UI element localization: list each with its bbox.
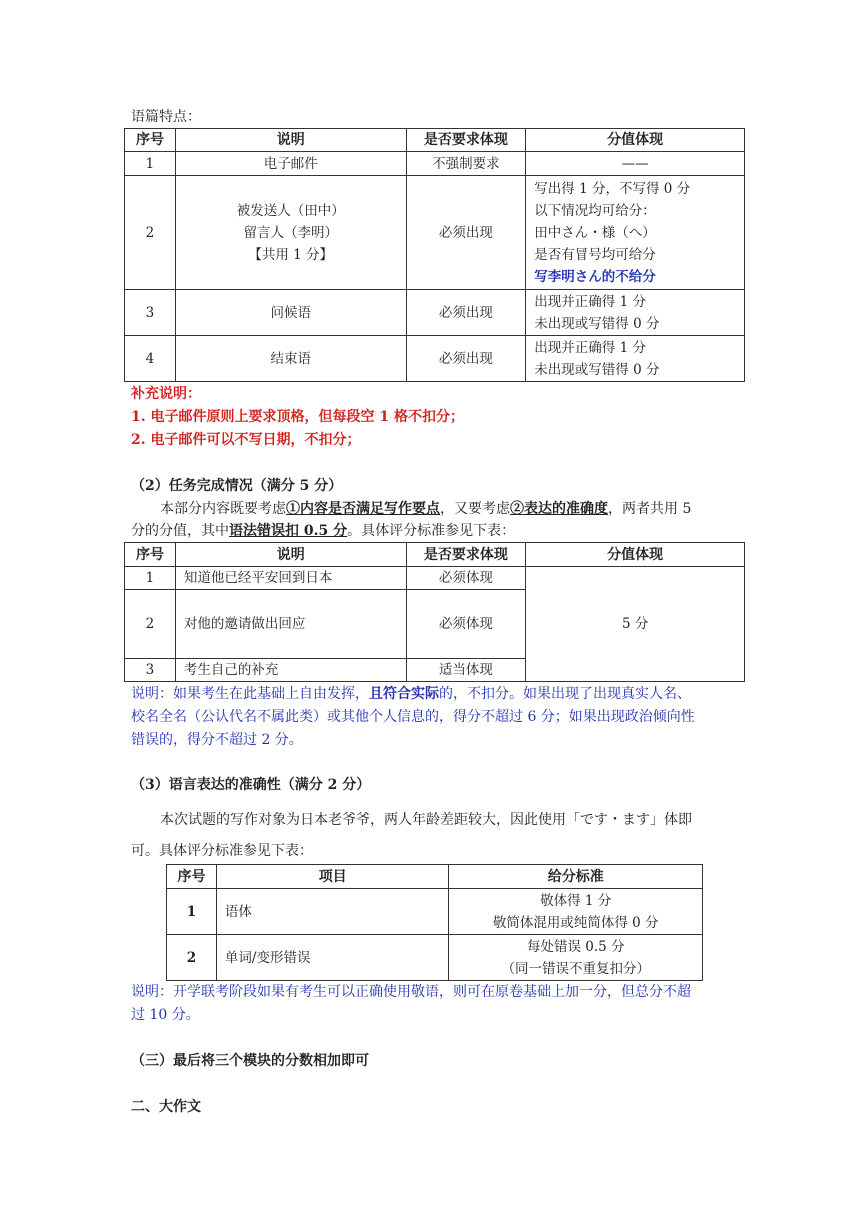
task-table <box>124 542 745 682</box>
language-note-line-1: 说明：开学联考阶段如果有考生可以正确使用敬语，则可在原卷基础上加一分，但总分不超 <box>131 984 691 1000</box>
table-row: 3 考生自己的补充 适当体现 <box>125 659 745 682</box>
table-row: 2 单词/变形错误 每处错误 0.5 分 （同一错误不重复扣分） <box>167 935 703 981</box>
section-heading-task: （2）任务完成情况（满分 5 分） <box>131 478 343 494</box>
task-note-line-2: 校名全名（公认代名不属此类）或其他个人信息的，得分不超过 6 分；如果出现政治倾向性 <box>131 709 695 725</box>
table-header: 是否要求体现 <box>406 543 526 567</box>
language-table <box>166 864 703 981</box>
table-header: 给分标准 <box>449 865 703 889</box>
language-note-line-2: 过 10 分。 <box>131 1007 200 1023</box>
table-header: 序号 <box>125 543 176 567</box>
task-note-line-3: 错误的，得分不超过 2 分。 <box>131 732 303 748</box>
section-heading-sum: （三）最后将三个模块的分数相加即可 <box>131 1053 369 1069</box>
language-paragraph-line-1: 本次试题的写作对象为日本老爷爷，两人年龄差距较大，因此使用「です・ます」体即 <box>160 812 692 828</box>
table-row: 2 被发送人（田中） 留言人（李明） 【共用 1 分】 必须出现 写出得 1 分，不写得 0 分 以下情况均可给分： 田中さん・様（へ） 是否有冒号均可给分 写李明さん的不给分 <box>125 176 745 290</box>
task-score: 5 分 <box>526 567 745 682</box>
table-row: 2 对他的邀请做出回应 必须体现 <box>125 590 745 659</box>
table-row: 1 电子邮件 不强制要求 —— <box>125 152 745 176</box>
supplement-note-1: 1. 电子邮件原则上要求顶格，但每段空 1 格不扣分； <box>131 409 464 425</box>
table-header: 说明 <box>175 129 406 152</box>
text-features-table <box>124 128 745 382</box>
section-heading-language: （3）语言表达的准确性（满分 2 分） <box>131 777 371 793</box>
task-paragraph-line-1: 本部分内容既要考虑①内容是否满足写作要点，又要考虑②表达的准确度，两者共用 5 <box>160 501 692 517</box>
table-header: 是否要求体现 <box>406 129 526 152</box>
table-header: 说明 <box>175 543 406 567</box>
supplement-title: 补充说明： <box>131 386 201 402</box>
language-paragraph-line-2: 可。具体评分标准参见下表： <box>131 843 313 859</box>
table-header: 序号 <box>167 865 217 889</box>
table-header: 项目 <box>216 865 449 889</box>
supplement-note-2: 2. 电子邮件可以不写日期，不扣分； <box>131 432 361 448</box>
table-header: 序号 <box>125 129 176 152</box>
task-note-line-1: 说明：如果考生在此基础上自由发挥，且符合实际的，不扣分。如果出现了出现真实人名、 <box>131 686 691 702</box>
table-row: 4 结束语 必须出现 出现并正确得 1 分 未出现或写错得 0 分 <box>125 336 745 382</box>
table-header: 分值体现 <box>526 543 745 567</box>
table-header: 分值体现 <box>526 129 745 152</box>
task-paragraph-line-2: 分的分值，其中语法错误扣 0.5 分。具体评分标准参见下表： <box>131 523 516 539</box>
section-heading-essay: 二、大作文 <box>131 1099 201 1115</box>
table-row: 1 知道他已经平安回到日本 必须体现 5 分 <box>125 567 745 590</box>
table-row: 3 问候语 必须出现 出现并正确得 1 分 未出现或写错得 0 分 <box>125 290 745 336</box>
section-heading-text-features: 语篇特点： <box>131 109 201 125</box>
table-row: 1 语体 敬体得 1 分 敬简体混用或纯简体得 0 分 <box>167 889 703 935</box>
